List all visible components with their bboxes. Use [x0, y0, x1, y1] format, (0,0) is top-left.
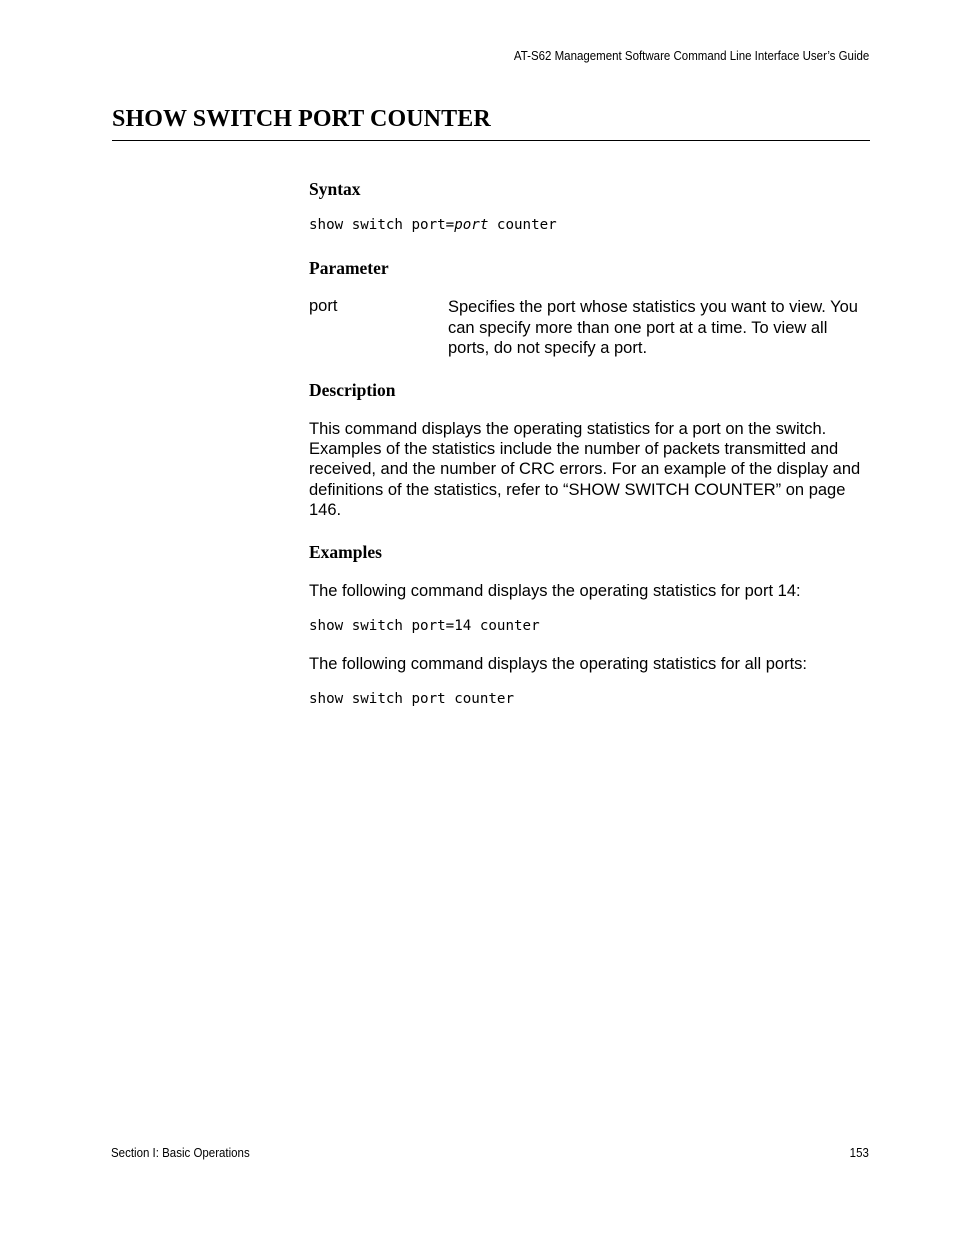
syntax-code: [309, 217, 557, 233]
syntax-variable: port: [454, 217, 489, 233]
syntax-suffix: counter: [488, 217, 557, 233]
example-1-code: show switch port=14 counter: [309, 618, 540, 634]
example-1-text: The following command displays the operating statistics for port 14:: [309, 582, 801, 600]
syntax-heading: Syntax: [309, 179, 361, 199]
parameter-name: port: [309, 297, 338, 315]
parameter-heading: Parameter: [309, 258, 389, 278]
page-title: SHOW SWITCH PORT COUNTER: [112, 106, 491, 132]
example-2-text: The following command displays the operating statistics for all ports:: [309, 655, 807, 673]
title-rule: [112, 140, 870, 141]
parameter-description: Specifies the port whose statistics you want to view. You can specify more than one port at a time. To view all ports, do not specify a port.: [448, 298, 858, 357]
description-text: This command displays the operating statistics for a port on the switch. Examples of the statistics include the number of packets transmitted and received, and the number of CRC errors. For an example of the display and definitions of the statistics, refer to “SHOW SWITCH COUNTER” on page 146.: [309, 420, 861, 519]
examples-heading: Examples: [309, 542, 382, 562]
example-2-code: show switch port counter: [309, 691, 514, 707]
description-heading: Description: [309, 380, 396, 400]
footer-section: Section I: Basic Operations: [111, 1146, 250, 1160]
syntax-prefix: show switch port=: [309, 217, 455, 233]
running-header: AT-S62 Management Software Command Line Interface User’s Guide: [513, 49, 869, 63]
footer-page-number: 153: [849, 1146, 869, 1160]
